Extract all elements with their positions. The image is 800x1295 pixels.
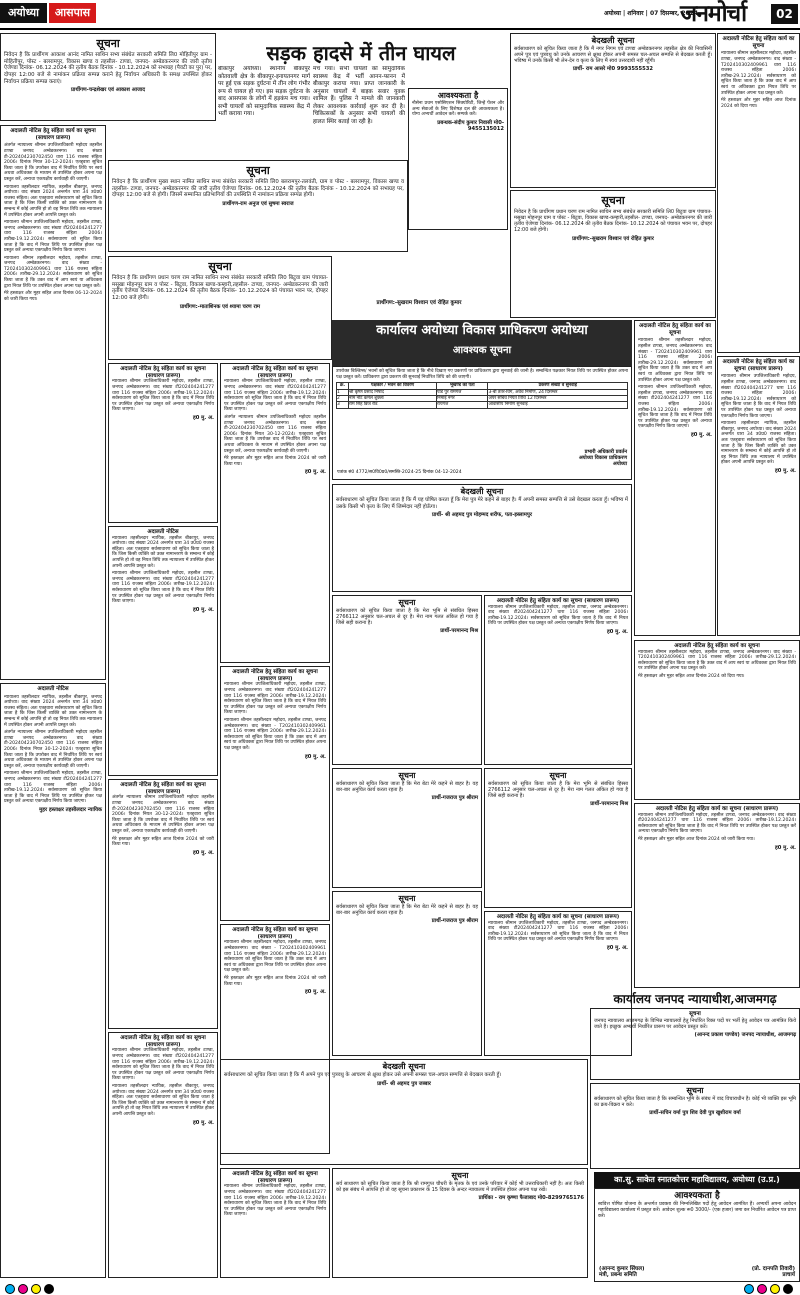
notice-signature: प्रार्थीगण:-सुखराम विश्वान एवं रोहित कुमार bbox=[572, 235, 654, 242]
small-notice-body: न्यायालय श्रीमान उपजिलाधिकारी महोदय, तहसील टाण्डा, जनपद अम्बेडकरनगर। वाद संख्या टी202404241277 धारा 116 राजस्व संहिता 2006। तारीख-19.12.2024। सर्वसाधारण को सूचित किया जाता है कि वाद में नियत तिथि पर उपस्थित होकर पक्ष प्रस्तुत करें अन्यथा एकपक्षीय निर्णय किया जाएगा। bbox=[224, 682, 326, 716]
small-notice-8 bbox=[220, 1168, 330, 1278]
small-notice-sig: ह0 मु. अ. bbox=[193, 1119, 214, 1126]
small-notice-title: अदालती नोटिस हेतु संहिता कार्य का सूचना (साधारण प्रारूप) bbox=[232, 1171, 318, 1184]
vacancy-heading: आवश्यकता है bbox=[437, 91, 479, 100]
left-notice2-sig: मुहर हस्ताक्षर तहसीलदार न्यायिक bbox=[39, 806, 102, 813]
suchna-body: सर्व साधारण को सूचित किया जाता है कि श्री रामगुप्त चौधरी के मृतक के एवं उनके परिवार में कोई भी उत्तराधिकारी नहीं है। अतः किसी को इस संबंध में आपत्ति हो तो वह सूचना प्रकाशन के 15 दिवस के अन्दर न्यायालय में उपस्थित होकर अपना पक्ष रखें। bbox=[336, 1181, 584, 1194]
court-notice-sig: ह0 मु. अ. bbox=[775, 467, 796, 474]
eviction-notice-2 bbox=[332, 484, 632, 592]
left-notice2-title: अदालती नोटिस bbox=[37, 686, 69, 692]
suchna-signature: प्रार्थी-सचिन वर्मा पुत्र शिव देवी पुत्र खुशीराम वर्मा bbox=[649, 1110, 741, 1117]
registration-cyan-icon bbox=[5, 1284, 15, 1294]
small-notice-foot: मेरे हस्ताक्षर और मुहर सहित आज दिनांक 2024 को जारी किया गया। bbox=[112, 836, 214, 848]
small-notice-sig: ह0 मु. अ. bbox=[305, 469, 326, 476]
table-cell: 2 bbox=[337, 395, 349, 401]
left-notice-body-2: न्यायालय तहसीलदार न्यायिक, तहसील बीकापुर, जनपद अयोध्या। वाद संख्या 2024 अन्तर्गत धारा 34 उ0प्र0 राजस्व संहिता। अतः एतद्द्वारा सर्वसाधारण को सूचित किया जाता है कि जिस किसी व्यक्ति को उक्त नामान्तरण के सम्बन्ध में कोई आपत्ति हो तो वह नियत तिथि तक न्यायालय में उपस्थित होकर अपनी आपत्ति प्रस्तुत करे। bbox=[4, 184, 102, 218]
section-tab-ayodhya: अयोध्या bbox=[0, 3, 47, 23]
suchna-mid bbox=[332, 595, 482, 765]
suchna-body: सर्वसाधारण को सूचित किया जाता है कि मेरा बेटा मेरे कहने से बाहर है। वह बार-बार अनुचित कार्य करता रहता है। bbox=[336, 904, 478, 917]
suchna-body: सर्वसाधारण को सूचित किया जाता है कि मेरा भूमि से संबंधित हिस्सा 2766112 अनुसार चल-अचल से दूर है। मेरा नाम गलत अंकित हो गया है जिसे सही कराना है। bbox=[336, 608, 478, 627]
eviction-body: सर्वसाधारण को सूचित किया जाता है कि मैं नगर निगम एवं टाण्डा अम्बेडकरनगर तहसील क्षेत्र की निवासिनी अपने पुत्र एवं पुत्रवधु को उनके आचरण से क्षुब्ध होकर अपनी समस्त चल-अचल सम्पत्ति से बेदखल करती हूँ। भविष्य में उनके किसी भी लेन-देन व कृत्य के लिए मैं स्वयं उत्तरदायी नहीं रहूँगी। bbox=[514, 46, 712, 65]
table-cell: अपर सचिव नियत तिथि 12 दिसम्बर bbox=[488, 395, 628, 401]
court-notice-sig: ह0 मु. अ. bbox=[775, 844, 796, 851]
vacancy-body: नौसेना प्रथम एसोसिएशन सिक्योरिटी, जिन्हें पेंशन और अन्य सेवाओं के लिए विशेषज्ञ दल की आवश्यकता है। योग्य अभ्यर्थी आवेदन करें। सम्पर्क करें। bbox=[412, 101, 504, 118]
suchna-heading: सूचना bbox=[398, 598, 416, 607]
eviction-body: सर्वसाधारण को सूचित किया जाता है कि मैं यह घोषित करता हूँ कि मेरा पुत्र मेरे कहने से बाहर है। मैं अपनी समस्त सम्पत्ति से उसे बेदखल करता हूँ। भविष्य में उसके किसी भी कृत्य के लिए मैं जिम्मेदार नहीं होऊँगा। bbox=[336, 497, 628, 510]
suchna-bottom bbox=[332, 1168, 588, 1278]
registration-cyan-icon bbox=[744, 1284, 754, 1294]
small-notice-body-extra: न्यायालय तहसीलदार न्यायिक, तहसील बीकापुर, जनपद अयोध्या। वाद संख्या 2024 अन्तर्गत धारा 34 उ0प्र0 राजस्व संहिता। अतः एतद्द्वारा सर्वसाधारण को सूचित किया जाता है कि जिस किसी व्यक्ति को उक्त नामान्तरण के सम्बन्ध में कोई आपत्ति हो तो वह नियत तिथि तक न्यायालय में उपस्थित होकर अपनी आपत्ति प्रस्तुत करे। bbox=[112, 1083, 214, 1117]
suchna-body: सर्वसाधारण को सूचित किया जाता है कि सम्बन्धित भूमि के संबंध में वाद विचाराधीन है। कोई भी व्यक्ति इस भूमि का क्रय-विक्रय न करे। bbox=[594, 1096, 796, 1109]
authority-signatory bbox=[579, 449, 627, 467]
court-notice-right-2 bbox=[717, 356, 800, 636]
notice-signature: प्रार्थीगण-चन्द्रशेखर एवं आकाश आजाद bbox=[71, 87, 145, 94]
left-notice-body: अंतर्गत न्यायालय श्रीमान उपजिलाधिकारी महोदय तहसील टाण्डा जनपद अम्बेडकरनगर। वाद संख्या टी-202404230702450 धारा 116 राजस्व संहिता 2006। दिनांक नियत 30-12-2024। एतद्द्वारा सूचित किया जाता है कि उपरोक्त वाद में निर्धारित तिथि पर स्वयं अथवा अधिवक्ता के माध्यम से उपस्थित होकर अपना पक्ष प्रस्तुत करें, अन्यथा एकपक्षीय कार्यवाही की जाएगी। bbox=[4, 143, 102, 182]
small-notice-title: अदालती नोटिस हेतु संहिता कार्य का सूचना (साधारण प्रारूप) bbox=[232, 927, 318, 940]
authority-notice bbox=[332, 366, 632, 480]
eviction-heading: बेदखली सूचना bbox=[382, 1062, 426, 1071]
small-notice-body: न्यायालय श्रीमान उपजिलाधिकारी महोदय, तहसील टाण्डा, जनपद अम्बेडकरनगर। वाद संख्या टी202404241277 धारा 116 राजस्व संहिता 2006। तारीख-19.12.2024। सर्वसाधारण को सूचित किया जाता है कि वाद में नियत तिथि पर उपस्थित होकर पक्ष प्रस्तुत करें अन्यथा एकपक्षीय निर्णय किया जाएगा। bbox=[224, 1184, 326, 1218]
eviction-body: सर्वसाधारण को सूचित किया जाता है कि मैं अपने पुत्र एवं पुत्रवधु के आचरण से क्षुब्ध होकर उसे अपनी समस्त चल-अचल सम्पत्ति से बेदखल करती हूँ। bbox=[224, 1072, 502, 1079]
left-notice-body-4: न्यायालय श्रीमान तहसीलदार महोदय, तहसील टाण्डा, जनपद अम्बेडकरनगर। वाद संख्या - T202410302409961 धारा 116 राजस्व संहिता 2006। तारीख-29.12.2024। सर्वसाधारण को सूचित किया जाता है कि उक्त वाद में आप स्वयं या अधिवक्ता द्वारा नियत तिथि पर उपस्थित होकर अपना पक्ष प्रस्तुत करें। bbox=[4, 255, 102, 289]
small-notice-foot: मेरे हस्ताक्षर और मुहर सहित आज दिनांक 2024 को जारी किया गया। bbox=[224, 456, 326, 467]
small-notice-6 bbox=[108, 1032, 218, 1278]
small-notice-body: अंतर्गत न्यायालय श्रीमान उपजिलाधिकारी महोदय तहसील टाण्डा जनपद अम्बेडकरनगर। वाद संख्या टी-202404230702450 धारा 116 राजस्व संहिता 2006। दिनांक नियत 30-12-2024। एतद्द्वारा सूचित किया जाता है कि उपरोक्त वाद में निर्धारित तिथि पर स्वयं अथवा अधिवक्ता के माध्यम से उपस्थित होकर अपना पक्ष प्रस्तुत करें, अन्यथा एकपक्षीय कार्यवाही की जाएगी। bbox=[112, 795, 214, 834]
small-notice-4 bbox=[220, 666, 330, 921]
suchna-signature: प्रार्थी-गजराज पुत्र श्रीराम bbox=[431, 795, 478, 802]
small-notice-title: अदालती नोटिस bbox=[147, 529, 179, 535]
court-signature: (आनन्द प्रकाश पाण्डेय) जनपद न्यायाधीश, आजमगढ़ bbox=[694, 1031, 796, 1038]
authority-title: कार्यालय अयोध्या विकास प्राधिकरण अयोध्या bbox=[376, 323, 588, 338]
authority-body: उपरोक्त बिल्डिंग्स/ भवनों को सूचित किया जाता है कि नीचे दिखाए गए प्रकरणों पर प्राधिकरण द्वारा सुनवाई की जानी है। सम्बन्धित पक्षकार नियत तिथि पर उपस्थित होकर अपना पक्ष प्रस्तुत करें। प्राधिकरण द्वारा प्रकरण की सुनवाई निर्धारित तिथि को की जाएगी। bbox=[336, 369, 628, 380]
table-cell: आवासीय निर्माण सुनवाई bbox=[488, 402, 628, 408]
suchna-signature: प्रार्थी-गजराज पुत्र श्रीराम bbox=[431, 918, 478, 925]
notice-signature-mid: प्रार्थीगण:-सुखराम विश्वान एवं रोहित कुमार bbox=[376, 300, 462, 306]
small-notice-title: अदालती नोटिस हेतु संहिता कार्य का सूचना (साधारण प्रारूप) bbox=[120, 366, 206, 379]
small-notice-sig: ह0 मु. अ. bbox=[193, 606, 214, 613]
eviction-signature: प्रार्थी- श्री अहमद पुत्र जब्बार bbox=[377, 1080, 431, 1087]
table-cell: राम सिंह ब्रिज रोड bbox=[349, 402, 437, 408]
news-column-1: बीकापुर अयोध्या। स्थानीय बीकापुर कोतवाली क्षेत्र के बीकापुर-इनायतनगर मार्ग पर हुई एक सड़क दुर्घटना में तीन लोग गंभीर रूप से घायल हो गए। इस सड़क दुर्घटना के बाद आसपास के लोगों में हड़कंप मच गया। सभी घायलों को सामुदायिक स्वास्थ्य केंद्र में भर्ती कराया गया। bbox=[218, 66, 310, 118]
news-column-2: मच गया। सभी घायलों को सामुदायिक स्वास्थ्य केंद्र में भर्ती आनन-फानन में बीकापुर कराया गया। प्राप्त जानकारी के अनुसार घायलों में बाइक सवार युवक शामिल हैं। पुलिस ने मामले की जानकारी लेकर आवश्यक कार्रवाई शुरू कर दी है। चिकित्सकों के अनुसार सभी घायलों की हालत स्थिर बताई जा रही है। bbox=[313, 66, 405, 125]
court-notice-col4 bbox=[634, 320, 716, 636]
news-headline: सड़क हादसे में तीन घायल bbox=[266, 41, 456, 65]
notice-box-4 bbox=[510, 190, 716, 318]
suchna-low-2 bbox=[332, 891, 482, 1056]
college-left-sign: (आनन्द कुमार सिंघल) bbox=[599, 1265, 645, 1272]
authority-sign-3: अयोध्या bbox=[612, 460, 627, 467]
suchna-signature: प्रार्थिका - राम कृष्णा फैजाबाद मो0-8299765176 bbox=[478, 1195, 584, 1202]
eviction-signature: प्रार्थी- राम आसरे मो0 9993555532 bbox=[573, 66, 653, 73]
authority-th: प्रकरण संख्या व सुनवाई bbox=[488, 383, 628, 389]
notice-heading: सूचना bbox=[246, 164, 270, 177]
court-notice-body: न्यायालय श्रीमान उपजिलाधिकारी महोदय, तहसील टाण्डा, जनपद अम्बेडकरनगर। वाद संख्या टी202404241277 धारा 116 राजस्व संहिता 2006। तारीख-19.12.2024। सर्वसाधारण को सूचित किया जाता है कि वाद में नियत तिथि पर उपस्थित होकर पक्ष प्रस्तुत करें अन्यथा एकपक्षीय निर्णय किया जाएगा। bbox=[638, 812, 796, 835]
court-notice-body: न्यायालय श्रीमान उपजिलाधिकारी महोदय, तहसील टाण्डा, जनपद अम्बेडकरनगर। वाद संख्या टी202404241277 धारा 116 राजस्व संहिता 2006। तारीख-19.12.2024। सर्वसाधारण को सूचित किया जाता है कि वाद में नियत तिथि पर उपस्थित होकर पक्ष प्रस्तुत करें अन्यथा एकपक्षीय निर्णय किया जाएगा। bbox=[488, 604, 628, 627]
court-notice-title: अदालती नोटिस हेतु संहिता कार्य का सूचना (साधारण प्रारूप) bbox=[496, 914, 620, 920]
small-notice-body-extra: न्यायालय श्रीमान तहसीलदार महोदय, तहसील टाण्डा, जनपद अम्बेडकरनगर। वाद संख्या - T202410302409961 धारा 116 राजस्व संहिता 2006। तारीख-29.12.2024। सर्वसाधारण को सूचित किया जाता है कि उक्त वाद में आप स्वयं या अधिवक्ता द्वारा नियत तिथि पर उपस्थित होकर अपना पक्ष प्रस्तुत करें। bbox=[224, 717, 326, 751]
small-notice-sig: ह0 मु. अ. bbox=[193, 414, 214, 421]
college-heading: आवश्यकता है bbox=[674, 1191, 720, 1201]
table-cell: 3 bbox=[337, 402, 349, 408]
table-cell: निमाई नगर bbox=[437, 395, 488, 401]
court-body: जनपद न्यायालय आजमगढ़ के विभिन्न न्यायालयों हेतु निर्धारित रिक्त पदों पर भर्ती हेतु आवेदन पत्र आमंत्रित किये जाते हैं। इच्छुक अभ्यर्थी निर्धारित प्रारूप पर आवेदन प्रस्तुत करें। bbox=[594, 1017, 796, 1030]
court-notice-body: न्यायालय श्रीमान तहसीलदार महोदय, तहसील टाण्डा, जनपद अम्बेडकरनगर। वाद संख्या - T202410302409961 धारा 116 राजस्व संहिता 2006। तारीख-29.12.2024। सर्वसाधारण को सूचित किया जाता है कि उक्त वाद में आप स्वयं या अधिवक्ता द्वारा नियत तिथि पर उपस्थित होकर अपना पक्ष प्रस्तुत करें। bbox=[638, 649, 796, 672]
court-notice-foot: मेरे हस्ताक्षर और मुहर सहित आज दिनांक 2024 को दिया गया। bbox=[721, 98, 796, 109]
court-notice-title: अदालती नोटिस हेतु संहिता कार्य का सूचना (साधारण प्रारूप) bbox=[655, 806, 779, 812]
eviction-notice-1 bbox=[510, 33, 716, 188]
notice-body: निवेदन है कि प्रार्थीगण आकाश आनंद नामित साथिन सभ्य संबंधेत सरकारी समिति लि0 मोहितीपुर ग्राम - मोहितीपुर, पोस्ट - बलरामपुर, विकास खण्ड व तहसील- टाण्डा, जनपद- अम्बेडकरनगर की जारी तृतीय ऐजेण्डा दिनांक- 06.12.2024 की तृतीय बैठक दिनांक - 10.12.2024 को सभाग्रह (पैवटी का पुर) पर, दोपहर 12:00 बजे से नामांकन प्रक्रिया सम्पन्न कराने हेतु निर्वाचन अधिकारी के समक्ष उपस्थित होकर निर्वाचन प्रक्रिया सम्पन्न कराएं। bbox=[4, 52, 212, 85]
small-notice-title: अदालती नोटिस हेतु संहिता कार्य का सूचना (साधारण प्रारूप) bbox=[120, 1035, 206, 1048]
eviction-signature: प्रार्थी- श्री अहमद पुत्र मोहम्मद शरीफ, पता-इस्लामपुर bbox=[432, 511, 532, 518]
left-notice-body-3: न्यायालय श्रीमान उपजिलाधिकारी महोदय, तहसील टाण्डा, जनपद अम्बेडकरनगर। वाद संख्या टी202404241277 धारा 116 राजस्व संहिता 2006। तारीख-19.12.2024। सर्वसाधारण को सूचित किया जाता है कि वाद में नियत तिथि पर उपस्थित होकर पक्ष प्रस्तुत करें अन्यथा एकपक्षीय निर्णय किया जाएगा। bbox=[4, 220, 102, 254]
suchna-signature: प्रार्थी-परमानन्द मिश्र bbox=[590, 801, 628, 808]
court-notice-body: न्यायालय श्रीमान तहसीलदार महोदय, तहसील टाण्डा, जनपद अम्बेडकरनगर। वाद संख्या - T202410302409961 धारा 116 राजस्व संहिता 2006। तारीख-29.12.2024। सर्वसाधारण को सूचित किया जाता है कि उक्त वाद में आप स्वयं या अधिवक्ता द्वारा नियत तिथि पर उपस्थित होकर अपना पक्ष प्रस्तुत करें। bbox=[638, 338, 712, 383]
notice-box-3 bbox=[108, 256, 332, 360]
table-cell: रायगंज bbox=[437, 402, 488, 408]
registration-bar bbox=[0, 1283, 800, 1295]
registration-black-icon bbox=[783, 1284, 793, 1294]
notice-body: निवेदन है कि प्रार्थीगण प्रधान चरण राम नामित साथिन सभ्य संबंधेत सरकारी समिति लि0 बिटुवा ग्राम पंचायत-मसूखा मोहनपुर ग्राम व पोस्ट - बिटुवा, विकास खण्ड-कम्हारी,तहसील- टाण्डा, जनपद- अम्बेडकरनगर की जारी तृतीय ऐजेण्डा दिनांक- 06.12.2024 की तृतीय बैठक दिनांक- 10.12.2024 को पंचायत भवन पर, दोपहर 12:00 बजे होगी। bbox=[112, 275, 328, 301]
court-notice-title: अदालती नोटिस हेतु संहिता कार्य का सूचना (साधारण प्रारूप) bbox=[496, 598, 620, 604]
small-notice-3 bbox=[108, 526, 218, 776]
court-notice-title: अदालती नोटिस हेतु संहिता कार्य का सूचना bbox=[639, 323, 711, 336]
suchna-heading: सूचना bbox=[686, 1086, 704, 1095]
small-notice-sig: ह0 मु. अ. bbox=[193, 849, 214, 856]
authority-banner bbox=[332, 320, 632, 366]
small-notice-2 bbox=[220, 363, 330, 663]
court-notice-right bbox=[717, 33, 800, 353]
notice-body: निवेदन है कि प्रार्थीगण प्रधान चरण राम नामित साथिन सभ्य संबंधेत सरकारी समिति लि0 बिटुवा ग्राम पंचायत-मसूखा मोहनपुर ग्राम व पोस्ट - बिटुवा, विकास खण्ड-कम्हारी,तहसील- टाण्डा, जनपद- अम्बेडकरनगर की जारी तृतीय ऐजेण्डा दिनांक- 06.12.2024 की तृतीय बैठक दिनांक- 10.12.2024 को पंचायत भवन पर, दोपहर 12:00 बजे होगी। bbox=[514, 209, 712, 234]
small-notice-body-extra: न्यायालय श्रीमान उपजिलाधिकारी महोदय, तहसील टाण्डा, जनपद अम्बेडकरनगर। वाद संख्या टी202404241277 धारा 116 राजस्व संहिता 2006। तारीख-19.12.2024। सर्वसाधारण को सूचित किया जाता है कि वाद में नियत तिथि पर उपस्थित होकर पक्ष प्रस्तुत करें अन्यथा एकपक्षीय निर्णय किया जाएगा। bbox=[112, 571, 214, 605]
small-notice-sig: ह0 मु. अ. bbox=[305, 989, 326, 996]
suchna-right bbox=[590, 1083, 800, 1169]
table-cell: नाम नोट कमल शुक्ला bbox=[349, 395, 437, 401]
suchna-heading: सूचना bbox=[451, 1171, 469, 1180]
court-notice-right-3 bbox=[634, 640, 800, 800]
notice-body: निवेदन है कि प्रार्थीगण मुख्य स्थान नामित साथिन सभ्य संबंधेत सरकारी समिति लि0 बलरामपुर-तलवंती, ग्राम व पोस्ट - बलरामपुर, विकास खण्ड व तहसील- टाण्डा, जनपद- अम्बेडकरनगर की जारी तृतीय ऐजेण्डा दिनांक- 06.12.2024 की तृतीय बैठक दिनांक - 10.12.2024 को सभाग्रह पर, दोपहर 12:00 बजे से होगी। जिसमें सम्मानित प्रतिभागियों की उपस्थिति में नामांकन प्रक्रिया सम्पन्न होगी। bbox=[112, 179, 404, 199]
authority-table bbox=[336, 382, 628, 409]
court-notice-sig: ह0 मु. अ. bbox=[607, 629, 628, 636]
suchna-signature: प्रार्थी-परमानन्द मिश्र bbox=[440, 628, 478, 635]
authority-sign-2: अयोध्या विकास प्राधिकरण bbox=[578, 454, 627, 461]
authority-th: भूखण्ड का पता bbox=[437, 383, 488, 389]
court-notice-sig: ह0 मु. अ. bbox=[607, 945, 628, 952]
court-notice-right-4 bbox=[634, 803, 800, 988]
table-cell: पांडे पुर रामगंज bbox=[437, 389, 488, 395]
registration-black-icon bbox=[44, 1284, 54, 1294]
table-cell: श्री कृष्ण प्रसाद निषाद bbox=[349, 389, 437, 395]
college-body: स्ववित्त पोषित योजना के अन्तर्गत प्रवक्ता की निम्नलिखित पदों हेतु आवेदन आमंत्रित हैं। अभ्यर्थी अपना आवेदन महाविद्यालय कार्यालय में प्रस्तुत करें। आवेदन शुल्क रू0 3000/- (एक हजार) जमा कर निर्धारित आवेदन पत्र प्राप्त करें। bbox=[598, 1202, 796, 1220]
suchna-body: सर्वसाधारण को सूचित किया जाता है कि मेरा भूमि से संबंधित हिस्सा 2766112 अनुसार चल-अचल से दूर है। मेरा नाम गलत अंकित हो गया है जिसे सही कराना है। bbox=[488, 781, 628, 800]
vacancy-signature: प्रबन्धक-संदीप कुमार निवासी मो0-9455135012 bbox=[437, 119, 504, 133]
newspaper-brand: जनमोर्चा bbox=[680, 0, 747, 27]
court-notice-body: न्यायालय श्रीमान उपजिलाधिकारी महोदय, तहसील टाण्डा, जनपद अम्बेडकरनगर। वाद संख्या टी202404241277 धारा 116 राजस्व संहिता 2006। तारीख-19.12.2024। सर्वसाधारण को सूचित किया जाता है कि वाद में नियत तिथि पर उपस्थित होकर पक्ष प्रस्तुत करें अन्यथा एकपक्षीय निर्णय किया जाएगा। bbox=[721, 374, 796, 419]
court-notice-body: न्यायालय श्रीमान उपजिलाधिकारी महोदय, तहसील टाण्डा, जनपद अम्बेडकरनगर। वाद संख्या टी202404241277 धारा 116 राजस्व संहिता 2006। तारीख-19.12.2024। सर्वसाधारण को सूचित किया जाता है कि वाद में नियत तिथि पर उपस्थित होकर पक्ष प्रस्तुत करें अन्यथा एकपक्षीय निर्णय किया जाएगा। bbox=[488, 920, 628, 943]
small-notice-foot: मेरे हस्ताक्षर और मुहर सहित आज दिनांक 2024 को जारी किया गया। bbox=[224, 975, 326, 987]
authority-th: पक्षकार / भवन का विवरण bbox=[349, 383, 437, 389]
eviction-heading: बेदखली सूचना bbox=[460, 487, 504, 496]
college-right-role: प्राचार्य bbox=[782, 1272, 795, 1279]
small-notice-title: अदालती नोटिस हेतु संहिता कार्य का सूचना (साधारण प्रारूप) bbox=[232, 366, 318, 379]
registration-magenta-icon bbox=[18, 1284, 28, 1294]
authority-th: क्र. bbox=[337, 383, 349, 389]
left-notice2-body-3: न्यायालय श्रीमान उपजिलाधिकारी महोदय, तहसील टाण्डा, जनपद अम्बेडकरनगर। वाद संख्या टी202404241277 धारा 116 राजस्व संहिता 2006। तारीख-19.12.2024। सर्वसाधारण को सूचित किया जाता है कि वाद में नियत तिथि पर उपस्थित होकर पक्ष प्रस्तुत करें अन्यथा एकपक्षीय निर्णय किया जाएगा। bbox=[4, 771, 102, 805]
college-banner: का.सु. साकेत स्नातकोत्तर महाविद्यालय, अयोध्या (उ.प्र.) bbox=[594, 1172, 800, 1188]
vacancy-box bbox=[408, 88, 508, 230]
eviction-heading: बेदखली सूचना bbox=[591, 36, 635, 45]
authority-sign-1: प्रभारी अधिकारी प्रवर्तन bbox=[584, 448, 627, 455]
college-right-sign: (प्रो. दानपति तिवारी) bbox=[751, 1265, 795, 1272]
small-notice-sig: ह0 मु. अ. bbox=[305, 753, 326, 760]
notice-box-1 bbox=[0, 33, 216, 121]
small-notice-1 bbox=[108, 363, 218, 523]
dateline: अयोध्या | शनिवार | 07 दिसम्बर, 2024 bbox=[604, 10, 699, 17]
notice-heading: सूचना bbox=[96, 37, 120, 50]
court-notice-azamgarh bbox=[590, 1008, 800, 1080]
court-notice-title: अदालती नोटिस हेतु संहिता कार्य का सूचना bbox=[722, 36, 795, 49]
small-notice-body: न्यायालय श्रीमान उपजिलाधिकारी महोदय, तहसील टाण्डा, जनपद अम्बेडकरनगर। वाद संख्या टी202404241277 धारा 116 राजस्व संहिता 2006। तारीख-19.12.2024। सर्वसाधारण को सूचित किया जाता है कि वाद में नियत तिथि पर उपस्थित होकर पक्ष प्रस्तुत करें अन्यथा एकपक्षीय निर्णय किया जाएगा। bbox=[224, 379, 326, 413]
left-notice-title: अदालती नोटिस हेतु संहिता कार्य का सूचना (साधारण प्रारूप) bbox=[10, 128, 96, 141]
court-notice-foot: मेरे हस्ताक्षर और मुहर सहित आज दिनांक 2024 को दिया गया। bbox=[638, 674, 745, 680]
eviction-notice-3 bbox=[220, 1059, 588, 1165]
small-notice-body: न्यायालय तहसीलदार न्यायिक, तहसील बीकापुर, जनपद अयोध्या। वाद संख्या 2024 अन्तर्गत धारा 34 उ0प्र0 राजस्व संहिता। अतः एतद्द्वारा सर्वसाधारण को सूचित किया जाता है कि जिस किसी व्यक्ति को उक्त नामान्तरण के सम्बन्ध में कोई आपत्ति हो तो वह नियत तिथि तक न्यायालय में उपस्थित होकर अपनी आपत्ति प्रस्तुत करे। bbox=[112, 535, 214, 569]
court-notice-body-extra: न्यायालय तहसीलदार न्यायिक, तहसील बीकापुर, जनपद अयोध्या। वाद संख्या 2024 अन्तर्गत धारा 34 उ0प्र0 राजस्व संहिता। अतः एतद्द्वारा सर्वसाधारण को सूचित किया जाता है कि जिस किसी व्यक्ति को उक्त नामान्तरण के सम्बन्ध में कोई आपत्ति हो तो वह नियत तिथि तक न्यायालय में उपस्थित होकर अपनी आपत्ति प्रस्तुत करे। bbox=[721, 421, 796, 466]
notice-heading: सूचना bbox=[208, 260, 232, 273]
small-notice-5 bbox=[108, 779, 218, 1029]
small-notice-title: अदालती नोटिस हेतु संहिता कार्य का सूचना (साधारण प्रारूप) bbox=[232, 669, 318, 682]
court-notice-mid bbox=[484, 595, 632, 765]
left-court-notice-1 bbox=[0, 125, 106, 680]
suchna-heading: सूचना bbox=[549, 771, 567, 780]
page-number: 02 bbox=[771, 4, 798, 24]
suchna-heading: सूचना bbox=[398, 894, 416, 903]
authority-ref: पत्रांक सं0 4772/स0वि0प्र0/समस्ति-2024-25 दिनांक 04-12-2024 bbox=[337, 470, 462, 476]
court-heading: कार्यालय जनपद न्यायाधीश,आजमगढ़ bbox=[613, 992, 777, 1006]
left-notice-foot: मेरे हस्ताक्षर और मुहर सहित आज दिनांक 06-12-2024 को जारी किया गया। bbox=[4, 291, 102, 302]
table-cell: 3-बी ततर-विंग, अवैध निर्माण, 24 दिसम्बर bbox=[488, 389, 628, 395]
court-notice-body: न्यायालय श्रीमान तहसीलदार महोदय, तहसील टाण्डा, जनपद अम्बेडकरनगर। वाद संख्या - T202410302409961 धारा 116 राजस्व संहिता 2006। तारीख-29.12.2024। सर्वसाधारण को सूचित किया जाता है कि उक्त वाद में आप स्वयं या अधिवक्ता द्वारा नियत तिथि पर उपस्थित होकर अपना पक्ष प्रस्तुत करें। bbox=[721, 51, 796, 96]
suchna-body: सर्वसाधारण को सूचित किया जाता है कि मेरा बेटा मेरे कहने से बाहर है। वह बार-बार अनुचित कार्य करता रहता है। bbox=[336, 781, 478, 794]
small-notice-title: अदालती नोटिस हेतु संहिता कार्य का सूचना (साधारण प्रारूप) bbox=[120, 782, 206, 795]
college-right-signatory bbox=[752, 1266, 795, 1279]
registration-yellow-icon bbox=[31, 1284, 41, 1294]
registration-yellow-icon bbox=[770, 1284, 780, 1294]
small-notice-body: न्यायालय श्रीमान उपजिलाधिकारी महोदय, तहसील टाण्डा, जनपद अम्बेडकरनगर। वाद संख्या टी202404241277 धारा 116 राजस्व संहिता 2006। तारीख-19.12.2024। सर्वसाधारण को सूचित किया जाता है कि वाद में नियत तिथि पर उपस्थित होकर पक्ष प्रस्तुत करें अन्यथा एकपक्षीय निर्णय किया जाएगा। bbox=[112, 379, 214, 413]
notice-signature: प्रार्थीगण-राम अनुज एवं सुषमा स्वराज bbox=[222, 200, 294, 207]
small-notice-body-extra: अंतर्गत न्यायालय श्रीमान उपजिलाधिकारी महोदय तहसील टाण्डा जनपद अम्बेडकरनगर। वाद संख्या टी-202404230702450 धारा 116 राजस्व संहिता 2006। दिनांक नियत 30-12-2024। एतद्द्वारा सूचित किया जाता है कि उपरोक्त वाद में निर्धारित तिथि पर स्वयं अथवा अधिवक्ता के माध्यम से उपस्थित होकर अपना पक्ष प्रस्तुत करें, अन्यथा एकपक्षीय कार्यवाही की जाएगी। bbox=[224, 414, 326, 454]
left-notice2-body: न्यायालय तहसीलदार न्यायिक, तहसील बीकापुर, जनपद अयोध्या। वाद संख्या 2024 अन्तर्गत धारा 34 उ0प्र0 राजस्व संहिता। अतः एतद्द्वारा सर्वसाधारण को सूचित किया जाता है कि जिस किसी व्यक्ति को उक्त नामान्तरण के सम्बन्ध में कोई आपत्ति हो तो वह नियत तिथि तक न्यायालय में उपस्थित होकर अपनी आपत्ति प्रस्तुत करे। bbox=[4, 694, 102, 728]
notice-heading: सूचना bbox=[601, 194, 625, 207]
masthead bbox=[0, 0, 800, 30]
suchna-low bbox=[332, 768, 482, 888]
college-left-signatory bbox=[599, 1266, 644, 1279]
notice-box-2 bbox=[108, 160, 408, 252]
small-notice-body: न्यायालय श्रीमान उपजिलाधिकारी महोदय, तहसील टाण्डा, जनपद अम्बेडकरनगर। वाद संख्या टी202404241277 धारा 116 राजस्व संहिता 2006। तारीख-19.12.2024। सर्वसाधारण को सूचित किया जाता है कि वाद में नियत तिथि पर उपस्थित होकर पक्ष प्रस्तुत करें अन्यथा एकपक्षीय निर्णय किया जाएगा। bbox=[112, 1048, 214, 1082]
college-left-role: मंत्री, प्रबन्ध समिति bbox=[599, 1272, 637, 1279]
section-tab-aaspaas: आसपास bbox=[49, 3, 96, 23]
court-notice-title: अदालती नोटिस हेतु संहिता कार्य का सूचना (साधारण प्रारूप) bbox=[722, 359, 795, 372]
authority-subtitle: आवश्यक सूचना bbox=[452, 345, 512, 356]
left-court-notice-2 bbox=[0, 683, 106, 1278]
table-row bbox=[337, 402, 628, 408]
table-cell: 1 bbox=[337, 389, 349, 395]
suchna-heading: सूचना bbox=[398, 771, 416, 780]
left-notice2-body-2: अंतर्गत न्यायालय श्रीमान उपजिलाधिकारी महोदय तहसील टाण्डा जनपद अम्बेडकरनगर। वाद संख्या टी-202404230702450 धारा 116 राजस्व संहिता 2006। दिनांक नियत 30-12-2024। एतद्द्वारा सूचित किया जाता है कि उपरोक्त वाद में निर्धारित तिथि पर स्वयं अथवा अधिवक्ता के माध्यम से उपस्थित होकर अपना पक्ष प्रस्तुत करें, अन्यथा एकपक्षीय कार्यवाही की जाएगी। bbox=[4, 730, 102, 769]
notice-signature: प्रार्थीगण:-माताशिनक एवं श्यामा चरण राम bbox=[179, 303, 261, 310]
court-notice-sig: ह0 मु. अ. bbox=[691, 431, 712, 438]
college-vacancy bbox=[594, 1188, 800, 1282]
suchna-right-mid bbox=[484, 768, 632, 908]
court-notice-body-extra: न्यायालय श्रीमान उपजिलाधिकारी महोदय, तहसील टाण्डा, जनपद अम्बेडकरनगर। वाद संख्या टी202404241277 धारा 116 राजस्व संहिता 2006। तारीख-19.12.2024। सर्वसाधारण को सूचित किया जाता है कि वाद में नियत तिथि पर उपस्थित होकर पक्ष प्रस्तुत करें अन्यथा एकपक्षीय निर्णय किया जाएगा। bbox=[638, 385, 712, 430]
court-notice-foot: मेरे हस्ताक्षर और मुहर सहित आज दिनांक 2024 को जारी किया गया। bbox=[638, 837, 755, 843]
small-notice-body: न्यायालय श्रीमान तहसीलदार महोदय, तहसील टाण्डा, जनपद अम्बेडकरनगर। वाद संख्या - T202410302409961 धारा 116 राजस्व संहिता 2006। तारीख-29.12.2024। सर्वसाधारण को सूचित किया जाता है कि उक्त वाद में आप स्वयं या अधिवक्ता द्वारा नियत तिथि पर उपस्थित होकर अपना पक्ष प्रस्तुत करें। bbox=[224, 940, 326, 974]
court-subheading: सूचना bbox=[689, 1011, 701, 1017]
court-notice-title: अदालती नोटिस हेतु संहिता कार्य का सूचना bbox=[674, 643, 760, 649]
registration-magenta-icon bbox=[757, 1284, 767, 1294]
